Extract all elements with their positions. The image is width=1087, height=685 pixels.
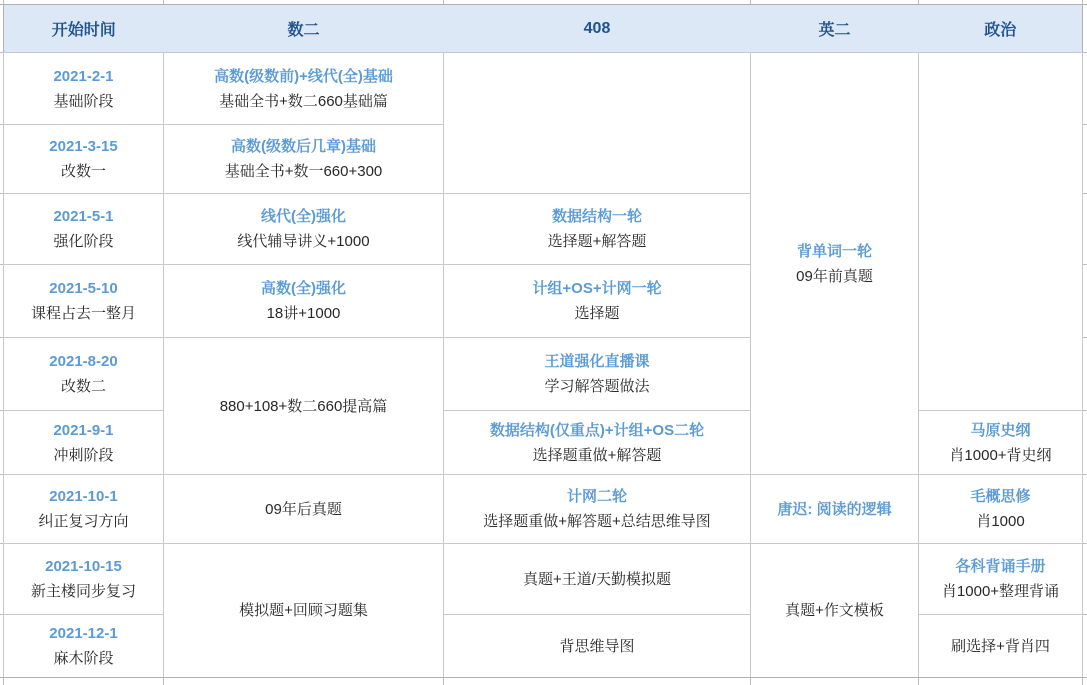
gridline-stub-right bbox=[1083, 474, 1087, 475]
task-materials: 背思维导图 bbox=[559, 637, 635, 655]
gridline-stub-left bbox=[0, 543, 3, 544]
cell-politics-r8[interactable] bbox=[919, 544, 1083, 615]
task-materials: 模拟题+回顾习题集 bbox=[239, 602, 368, 619]
task-materials: 基础全书+数二660基础篇 bbox=[219, 92, 388, 110]
gridline-stub-bottom bbox=[443, 678, 444, 685]
cell-english-r7[interactable] bbox=[751, 475, 919, 544]
cell-math-r7[interactable] bbox=[164, 475, 444, 544]
task-materials: 肖1000+整理背诵 bbox=[941, 583, 1060, 600]
task-title: 唐迟: 阅读的逻辑 bbox=[777, 500, 892, 518]
header-col-start-time[interactable]: 开始时间 bbox=[4, 5, 164, 53]
task-title: 高数(级数前)+线代(全)基础 bbox=[214, 67, 393, 85]
cell-politics-r6[interactable] bbox=[919, 411, 1083, 475]
phase-label: 改数二 bbox=[60, 378, 106, 395]
task-materials: 刷选择+背肖四 bbox=[951, 637, 1050, 655]
cell-408-r1-2-empty[interactable] bbox=[444, 53, 751, 194]
gridline-stub-right bbox=[1083, 410, 1087, 411]
task-materials: 选择题+解答题 bbox=[547, 233, 647, 250]
start-date: 2021-9-1 bbox=[53, 421, 114, 439]
task-title: 高数(全)强化 bbox=[261, 280, 346, 297]
cell-politics-r1-5-empty[interactable] bbox=[919, 53, 1083, 411]
task-title: 背单词一轮 bbox=[796, 242, 872, 260]
task-title: 计组+OS+计网一轮 bbox=[532, 280, 662, 297]
table-row bbox=[4, 544, 1083, 615]
phase-label: 改数一 bbox=[60, 163, 106, 180]
task-materials: 肖1000 bbox=[976, 513, 1025, 530]
cell-408-r5[interactable] bbox=[444, 338, 751, 411]
task-title: 计网二轮 bbox=[566, 488, 627, 505]
gridline-stub-top bbox=[750, 0, 751, 4]
task-materials: 09年前真题 bbox=[796, 267, 873, 285]
task-materials: 真题+作文模板 bbox=[785, 602, 884, 619]
study-plan-table bbox=[3, 4, 1083, 678]
task-title: 数据结构一轮 bbox=[551, 208, 642, 225]
task-title: 毛概思修 bbox=[970, 488, 1031, 505]
table-row bbox=[4, 53, 1083, 125]
cell-408-r6[interactable] bbox=[444, 411, 751, 475]
table-top-gridline bbox=[0, 4, 1087, 5]
phase-label: 新主楼同步复习 bbox=[30, 583, 136, 600]
task-materials: 选择题重做+解答题 bbox=[532, 446, 662, 464]
task-materials: 09年后真题 bbox=[265, 500, 342, 518]
gridline-stub-right bbox=[1083, 124, 1087, 125]
cell-math-r8-9[interactable] bbox=[164, 544, 444, 678]
task-materials: 线代辅导讲义+1000 bbox=[237, 233, 370, 250]
phase-label: 冲刺阶段 bbox=[53, 446, 114, 464]
task-materials: 选择题 bbox=[574, 305, 620, 322]
task-materials: 肖1000+背史纲 bbox=[949, 446, 1052, 464]
header-row bbox=[4, 5, 1083, 53]
cell-time-r4[interactable] bbox=[4, 265, 164, 338]
task-title: 数据结构(仅重点)+计组+OS二轮 bbox=[489, 421, 705, 439]
cell-time-r6[interactable] bbox=[4, 411, 164, 475]
cell-time-r3[interactable] bbox=[4, 194, 164, 265]
task-title: 王道强化直播课 bbox=[544, 353, 650, 370]
cell-math-r1[interactable] bbox=[164, 53, 444, 125]
gridline-stub-bottom bbox=[918, 678, 919, 685]
gridline-stub-right bbox=[1083, 614, 1087, 615]
gridline-stub-left bbox=[0, 52, 3, 53]
start-date: 2021-10-15 bbox=[45, 558, 122, 575]
gridline-stub-right bbox=[1083, 264, 1087, 265]
phase-label: 强化阶段 bbox=[53, 233, 114, 250]
gridline-stub-top bbox=[918, 0, 919, 4]
gridline-stub-top bbox=[443, 0, 444, 4]
header-col-math2[interactable]: 数二 bbox=[164, 5, 444, 53]
cell-408-r4[interactable] bbox=[444, 265, 751, 338]
cell-time-r5[interactable] bbox=[4, 338, 164, 411]
gridline-stub-left bbox=[0, 410, 3, 411]
cell-408-r9[interactable] bbox=[444, 615, 751, 678]
cell-time-r9[interactable] bbox=[4, 615, 164, 678]
start-date: 2021-8-20 bbox=[49, 353, 118, 370]
cell-time-r2[interactable] bbox=[4, 125, 164, 194]
gridline-stub-right bbox=[1083, 543, 1087, 544]
table-row bbox=[4, 475, 1083, 544]
task-materials: 学习解答题做法 bbox=[544, 378, 650, 395]
cell-english-r1-6[interactable] bbox=[751, 53, 919, 475]
start-date: 2021-3-15 bbox=[49, 138, 118, 155]
task-title: 高数(级数后几章)基础 bbox=[231, 138, 376, 155]
task-title: 线代(全)强化 bbox=[261, 208, 346, 225]
cell-time-r7[interactable] bbox=[4, 475, 164, 544]
phase-label: 基础阶段 bbox=[53, 92, 114, 110]
header-col-english2[interactable]: 英二 bbox=[751, 5, 919, 53]
cell-english-r8-9[interactable] bbox=[751, 544, 919, 678]
gridline-stub-left bbox=[0, 474, 3, 475]
gridline-stub-right bbox=[1083, 193, 1087, 194]
cell-math-r4[interactable] bbox=[164, 265, 444, 338]
task-materials: 18讲+1000 bbox=[266, 305, 341, 322]
task-materials: 880+108+数二660提高篇 bbox=[219, 397, 388, 415]
gridline-stub-top bbox=[163, 0, 164, 4]
task-materials: 选择题重做+解答题+总结思维导图 bbox=[483, 513, 711, 530]
gridline-stub-left bbox=[0, 614, 3, 615]
header-col-408[interactable]: 408 bbox=[444, 5, 751, 53]
gridline-stub-bottom bbox=[750, 678, 751, 685]
task-title: 各科背诵手册 bbox=[955, 558, 1046, 575]
cell-math-r3[interactable] bbox=[164, 194, 444, 265]
gridline-stub-left bbox=[0, 193, 3, 194]
cell-408-r7[interactable] bbox=[444, 475, 751, 544]
gridline-stub-left bbox=[0, 264, 3, 265]
start-date: 2021-12-1 bbox=[49, 625, 118, 642]
gridline-stub-left bbox=[0, 124, 3, 125]
cell-time-r8[interactable] bbox=[4, 544, 164, 615]
cell-math-r5-6[interactable] bbox=[164, 338, 444, 475]
header-col-politics[interactable]: 政治 bbox=[919, 5, 1083, 53]
gridline-stub-right bbox=[1083, 52, 1087, 53]
cell-politics-r7[interactable] bbox=[919, 475, 1083, 544]
cell-time-r1[interactable] bbox=[4, 53, 164, 125]
task-materials: 基础全书+数一660+300 bbox=[224, 163, 383, 180]
start-date: 2021-5-10 bbox=[49, 280, 118, 297]
gridline-stub-left bbox=[0, 337, 3, 338]
task-title: 马原史纲 bbox=[970, 421, 1031, 439]
cell-408-r8[interactable] bbox=[444, 544, 751, 615]
phase-label: 纠正复习方向 bbox=[38, 513, 129, 530]
cell-math-r2[interactable] bbox=[164, 125, 444, 194]
gridline-stub-right bbox=[1083, 337, 1087, 338]
start-date: 2021-10-1 bbox=[49, 488, 118, 505]
phase-label: 课程占去一整月 bbox=[30, 305, 136, 322]
gridline-stub-top bbox=[3, 0, 4, 4]
gridline-stub-top bbox=[1082, 0, 1083, 4]
cell-408-r3[interactable] bbox=[444, 194, 751, 265]
gridline-stub-bottom bbox=[3, 678, 4, 685]
gridline-stub-bottom bbox=[163, 678, 164, 685]
cell-politics-r9[interactable] bbox=[919, 615, 1083, 678]
gridline-stub-bottom bbox=[1082, 678, 1083, 685]
start-date: 2021-5-1 bbox=[53, 208, 114, 225]
task-materials: 真题+王道/天勤模拟题 bbox=[523, 570, 671, 588]
start-date: 2021-2-1 bbox=[53, 67, 114, 85]
phase-label: 麻木阶段 bbox=[53, 650, 114, 667]
